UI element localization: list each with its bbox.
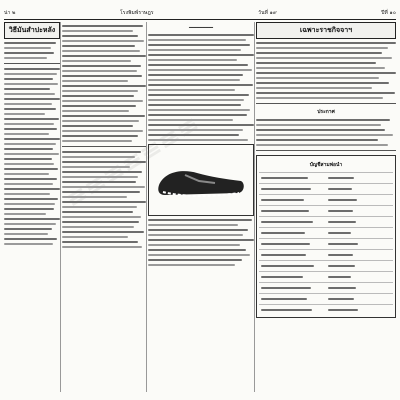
- table-box: [256, 155, 396, 318]
- price-table: [259, 172, 393, 315]
- masthead-publisher: โรงพิมพ์ราษฎร: [120, 10, 154, 16]
- shoe-icon: [153, 161, 249, 203]
- column-divider: [60, 22, 61, 392]
- column-divider: [146, 22, 147, 392]
- column-3: [148, 22, 254, 394]
- right-title: เฉพาะราชกิจจาฯ: [256, 22, 396, 39]
- left-title: วิธีมันสำปะหลัง: [4, 22, 60, 39]
- column-2: [62, 22, 146, 394]
- notice-title: ประกาศ: [317, 109, 335, 115]
- article-title: ━━━━━━━━: [188, 25, 214, 31]
- masthead: [4, 8, 396, 18]
- column-divider: [254, 22, 255, 392]
- column-1: [4, 22, 60, 394]
- masthead-volume: ปีที่ ๑๐: [381, 10, 396, 16]
- shoe-advertisement: [148, 144, 254, 216]
- masthead-rule: [4, 19, 396, 20]
- masthead-page-number: น่า ๒: [4, 10, 16, 16]
- table-title: บัญชีสามพ่อนำ: [309, 162, 343, 168]
- masthead-issue: วันที่ ๑๙: [258, 10, 277, 16]
- column-4: [256, 22, 396, 394]
